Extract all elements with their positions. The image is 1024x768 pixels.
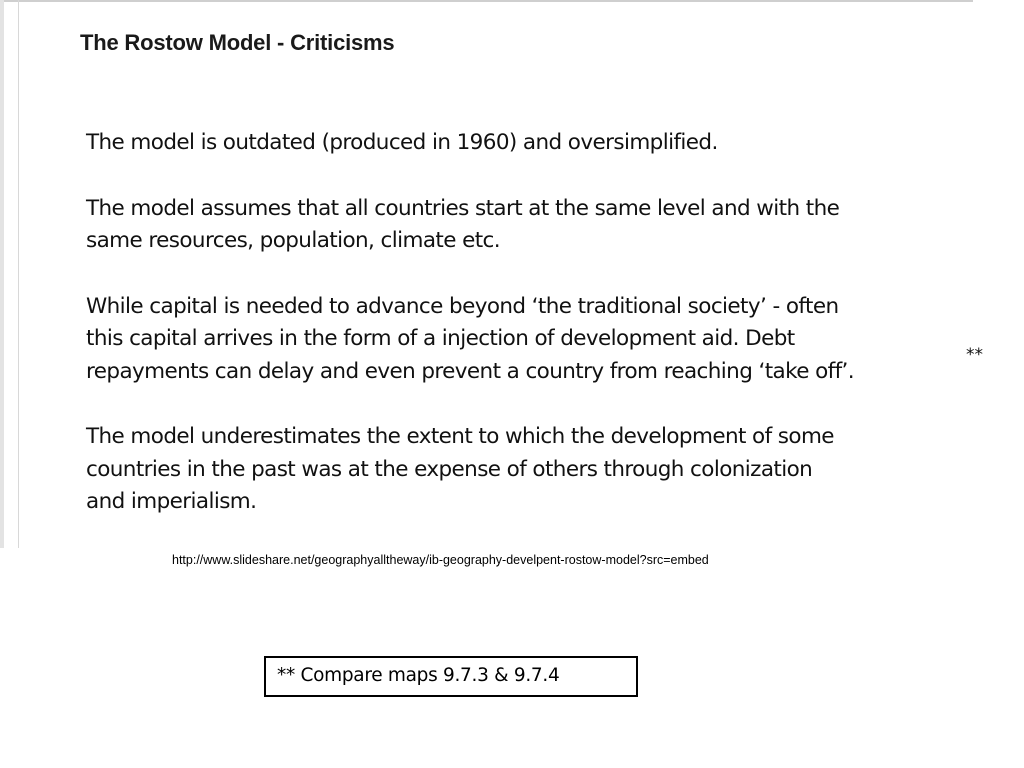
paragraph-line: same resources, population, climate etc.	[86, 228, 501, 253]
paragraph-line: While capital is needed to advance beyond ‘the traditional society’ - often	[86, 293, 839, 319]
slide-title: The Rostow Model - Criticisms	[80, 30, 395, 55]
paragraph-outdated	[86, 127, 966, 160]
paragraph-line: repayments can delay and even prevent a country from reaching ‘take off’.	[86, 358, 855, 384]
paragraph-line: countries in the past was at the expense of others through colonization	[86, 456, 813, 482]
paragraph-line: and imperialism.	[86, 489, 257, 514]
source-link[interactable]: http://www.slideshare.net/geographyalltheway/ib-geography-develpent-rostow-model?src=embed	[172, 553, 709, 567]
paragraph-line: The model is outdated (produced in 1960) and oversimplified.	[86, 130, 718, 155]
frame-top-border	[0, 0, 973, 2]
paragraph-line: The model underestimates the extent to which the development of some	[86, 424, 834, 449]
frame-left-divider	[18, 0, 19, 548]
paragraph-same-level	[86, 193, 966, 258]
compare-maps-note-text: ** Compare maps 9.7.3 & 9.7.4	[277, 665, 560, 686]
footnote-marker: **	[966, 345, 983, 365]
compare-maps-note	[264, 656, 638, 697]
paragraph-line: The model assumes that all countries start at the same level and with the	[86, 195, 840, 221]
paragraph-capital	[86, 291, 966, 389]
paragraph-colonization	[86, 421, 966, 519]
frame-left-border	[0, 0, 4, 548]
paragraph-line: this capital arrives in the form of a injection of development aid. Debt	[86, 326, 795, 351]
criticisms-body	[86, 127, 966, 552]
